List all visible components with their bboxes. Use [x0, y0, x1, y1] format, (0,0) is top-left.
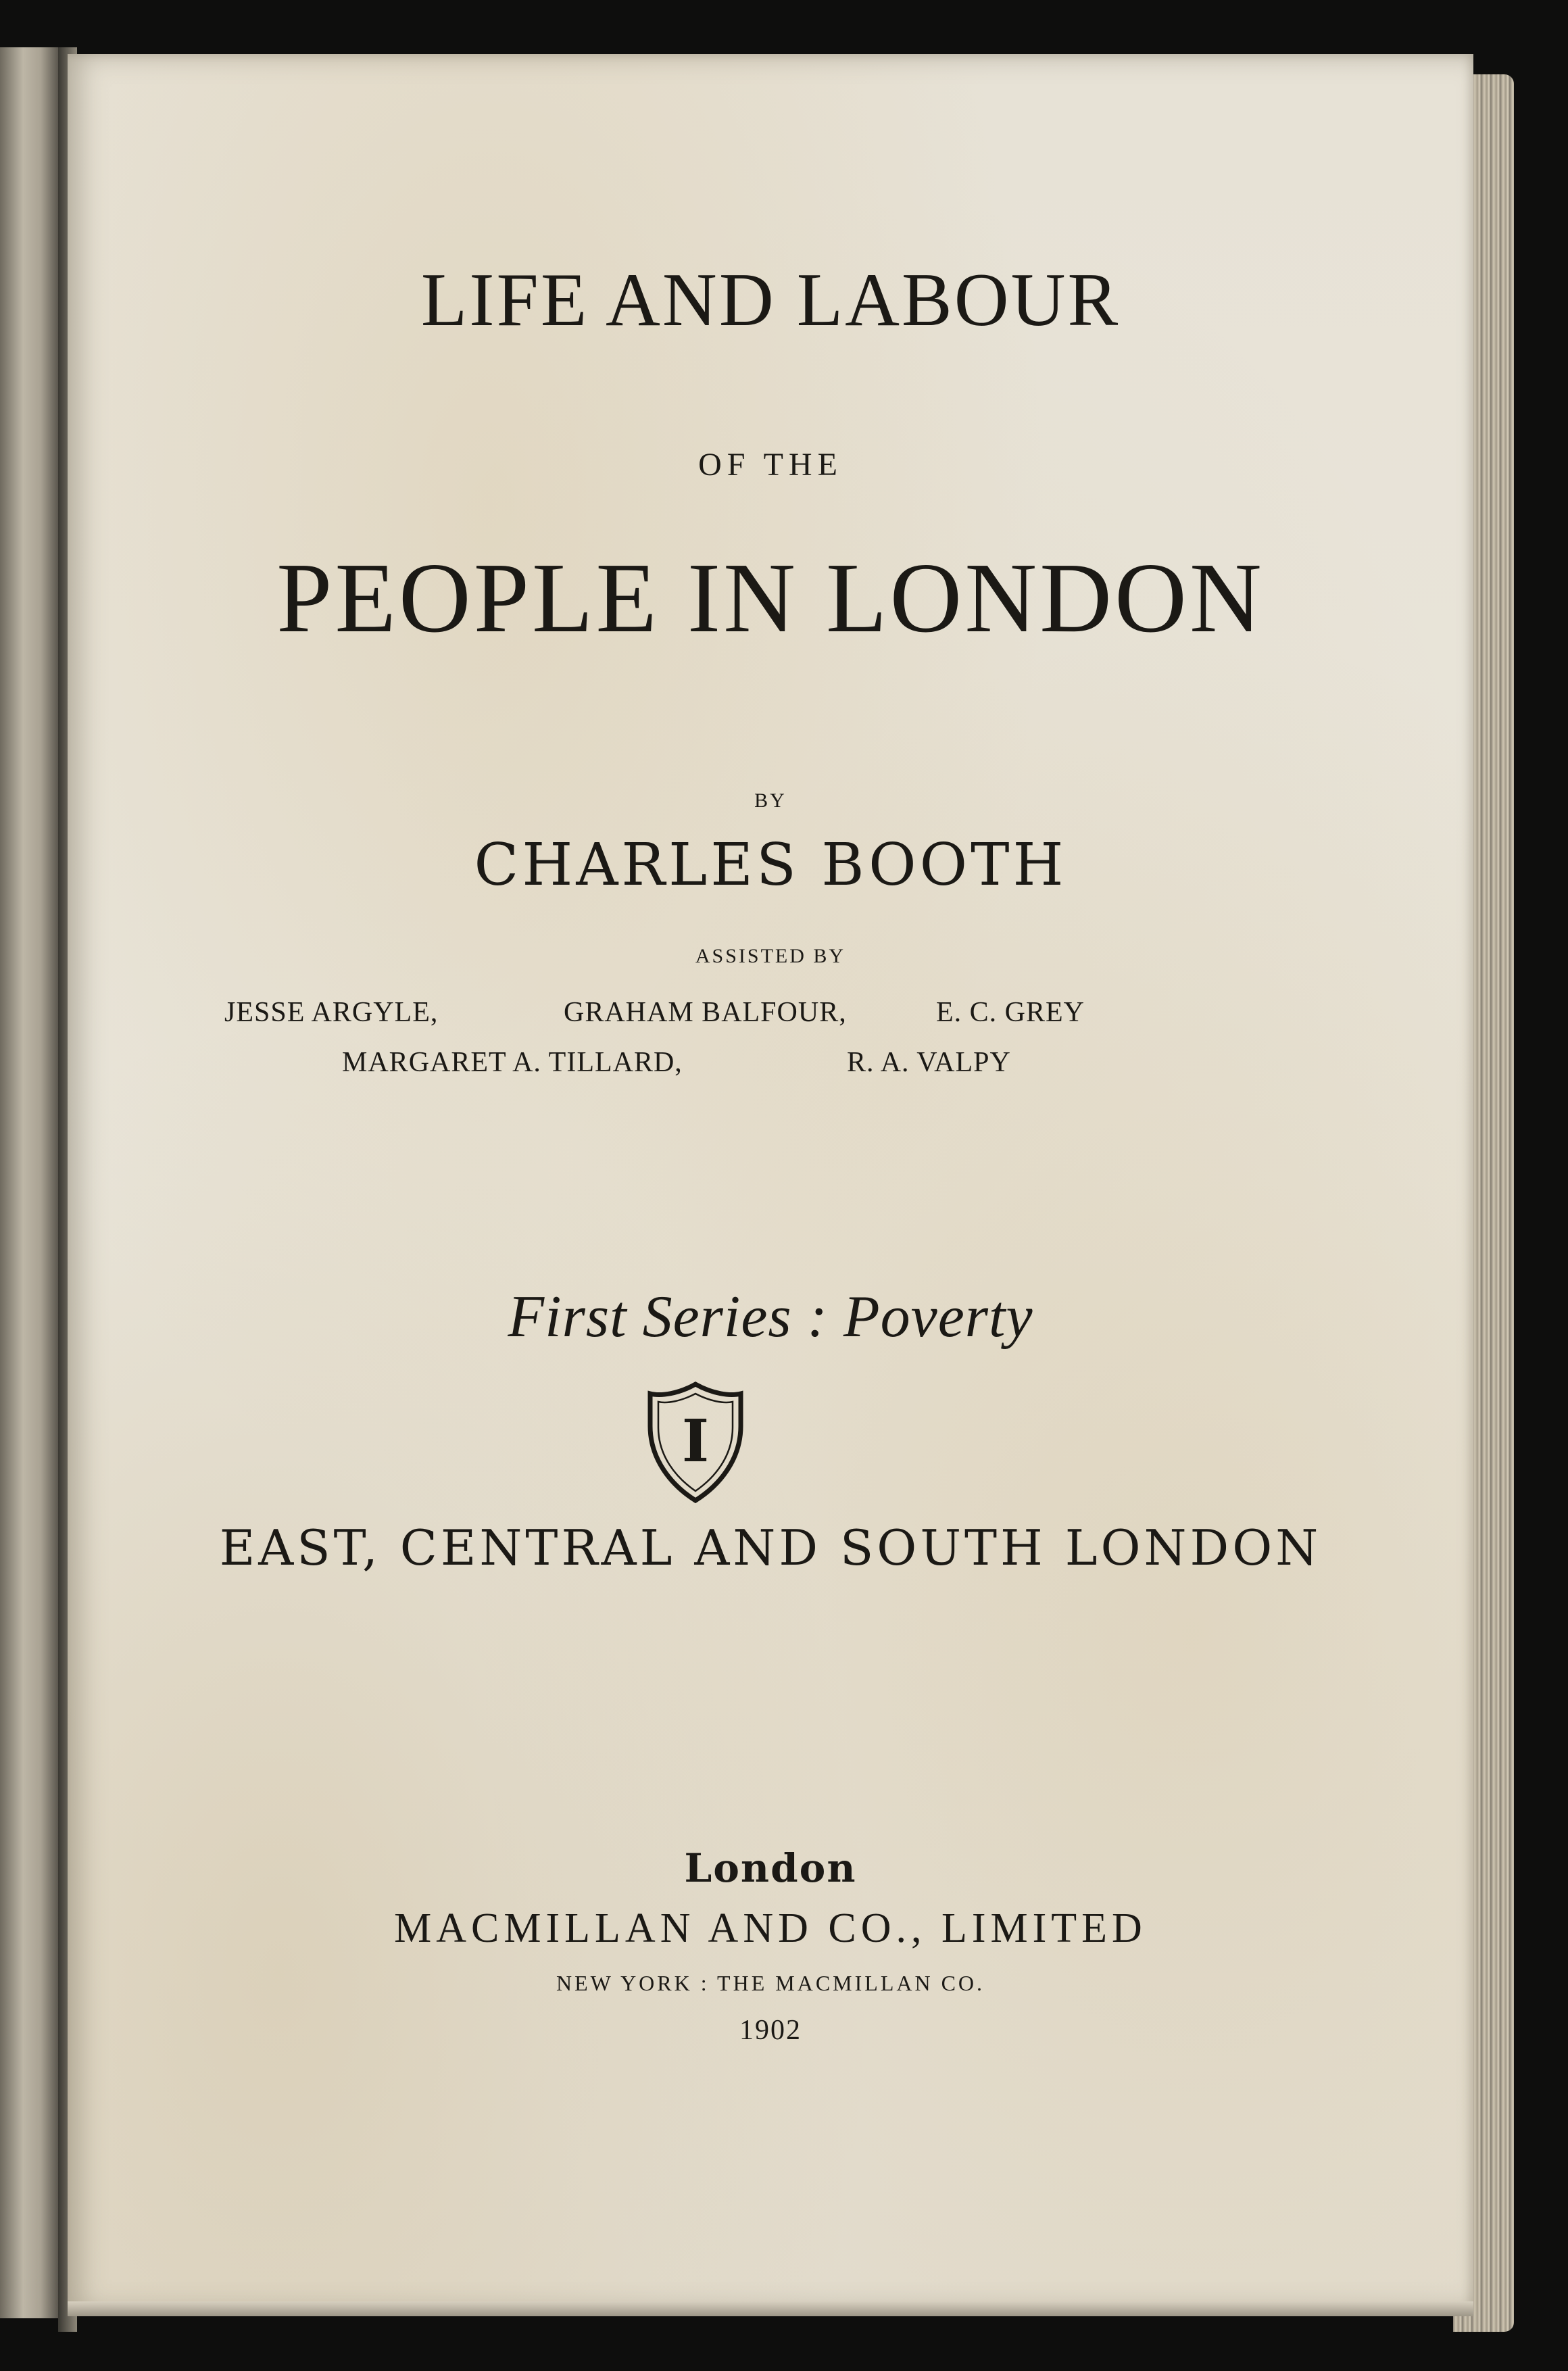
assistant-name: JESSE ARGYLE, [224, 997, 439, 1028]
page-bottom-edge [68, 2301, 1473, 2316]
assistant-name: MARGARET A. TILLARD, [342, 1047, 683, 1078]
by-label: BY [754, 789, 787, 812]
title-page [68, 54, 1473, 2312]
volume-shield-icon [645, 1379, 746, 1505]
title-line-1: LIFE AND LABOUR [420, 258, 1121, 342]
facing-page-edge [0, 47, 58, 2318]
title-line-2: OF THE [698, 447, 843, 483]
volume-subtitle: EAST, CENTRAL AND SOUTH LONDON [219, 1519, 1322, 1576]
publication-place: London [684, 1845, 857, 1891]
assisted-by-label: ASSISTED BY [695, 945, 846, 967]
publisher-cities: NEW YORK : THE MACMILLAN CO. [556, 1971, 985, 1995]
shield-icon [645, 1379, 746, 1505]
title-line-3: PEOPLE IN LONDON [276, 543, 1265, 654]
volume-numeral: I [681, 1407, 710, 1475]
publication-year: 1902 [739, 2015, 802, 2046]
series-title: First Series : Poverty [508, 1284, 1033, 1350]
assistant-name: R. A. VALPY [847, 1047, 1011, 1078]
author-name: CHARLES BOOTH [474, 831, 1067, 899]
publisher-name: MACMILLAN AND CO., LIMITED [394, 1905, 1147, 1951]
assistant-name: E. C. GREY [936, 997, 1085, 1028]
assistant-name: GRAHAM BALFOUR, [564, 997, 847, 1028]
